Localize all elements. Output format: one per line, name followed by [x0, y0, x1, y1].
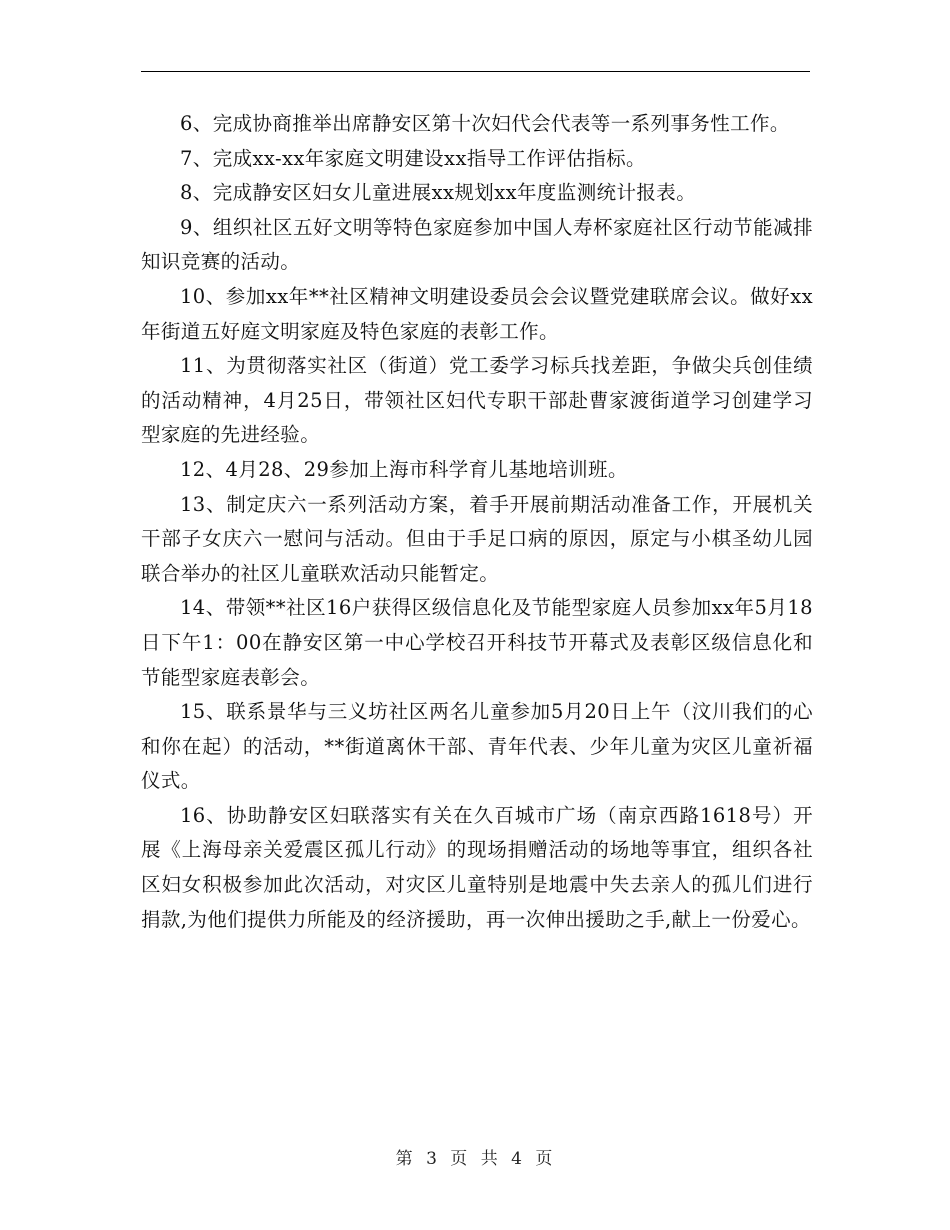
paragraph-item-9: 9、组织社区五好文明等特色家庭参加中国人寿杯家庭社区行动节能减排知识竞赛的活动。 [141, 215, 813, 274]
paragraph-item-16: 16、协助静安区妇联落实有关在久百城市广场（南京西路1618号）开展《上海母亲关爱震区孤儿行动》的现场捐赠活动的场地等事宜，组织各社区妇女积极参加此次活动，对灾区儿童特别是地震中失去亲人的孤儿们进行捐款,为他们提供力所能及的经济援助，再一次伸出援助之手,献上一份爱心。 [141, 803, 813, 931]
paragraph-item-14: 14、带领**社区16户获得区级信息化及节能型家庭人员参加xx年5月18日下午1：00在静安区第一中心学校召开科技节开幕式及表彰区级信息化和节能型家庭表彰会。 [141, 596, 813, 689]
paragraph-item-8: 8、完成静安区妇女儿童进展xx规划xx年度监测统计报表。 [180, 181, 697, 205]
paragraph-item-15: 15、联系景华与三义坊社区两名儿童参加5月20日上午（汶川我们的心和你在起）的活动，**街道离休干部、青年代表、少年儿童为灾区儿童祈福仪式。 [141, 700, 813, 793]
paragraph-item-13: 13、制定庆六一系列活动方案，着手开展前期活动准备工作，开展机关干部子女庆六一慰问与活动。但由于手足口病的原因，原定与小棋圣幼儿园联合举办的社区儿童联欢活动只能暂定。 [141, 492, 813, 585]
paragraph-item-7: 7、完成xx-xx年家庭文明建设xx指导工作评估指标。 [180, 146, 646, 170]
page-number-footer: 第 3 页 共 4 页 [395, 1149, 555, 1169]
paragraph-item-11: 11、为贯彻落实社区（街道）党工委学习标兵找差距，争做尖兵创佳绩的活动精神，4月25日，带领社区妇代专职干部赴曹家渡街道学习创建学习型家庭的先进经验。 [141, 354, 813, 447]
paragraph-item-10: 10、参加xx年**社区精神文明建设委员会会议暨党建联席会议。做好xx年街道五好庭文明家庭及特色家庭的表彰工作。 [141, 284, 813, 343]
header-rule [141, 71, 810, 72]
paragraph-item-6: 6、完成协商推举出席静安区第十次妇代会代表等一系列事务性工作。 [180, 112, 790, 135]
paragraph-item-12: 12、4月28、29参加上海市科学育儿基地培训班。 [180, 457, 628, 481]
document-body [141, 107, 813, 937]
